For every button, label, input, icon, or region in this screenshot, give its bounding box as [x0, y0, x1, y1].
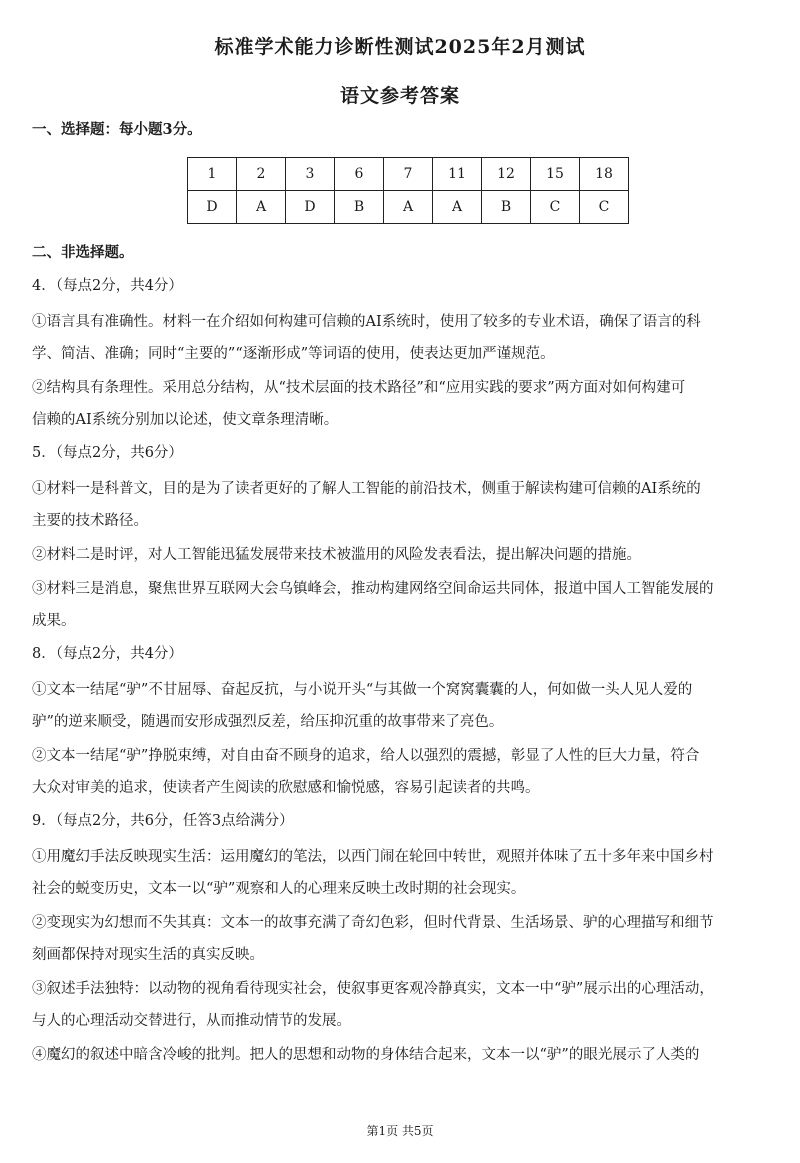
- question-number-cell: 15: [531, 158, 580, 191]
- answer-cell: D: [188, 191, 237, 224]
- answer-text-line: 刻画都保持对现实生活的真实反映。: [32, 947, 264, 963]
- answer-text-line: ③叙述手法独特：以动物的视角看待现实社会，使叙事更客观冷静真实，文本一中“驴”展示出的心理活动，: [32, 981, 714, 997]
- answer-text-line: 与人的心理活动交替进行，从而推动情节的发展。: [32, 1013, 351, 1029]
- question-number-row: [188, 158, 629, 191]
- answer-cell: D: [286, 191, 335, 224]
- document-subtitle: 语文参考答案: [339, 85, 460, 107]
- section-1-heading: 一、选择题：每小题3分。: [32, 121, 202, 138]
- answer-text-line: 学、简洁、准确；同时“主要的”“逐渐形成”等词语的使用，使表达更加严谨规范。: [32, 346, 555, 362]
- answer-cell: A: [433, 191, 482, 224]
- answer-text-line: ②文本一结尾“驴”挣脱束缚，对自由奋不顾身的追求，给人以强烈的震撼，彰显了人性的巨大力量，符合: [32, 748, 700, 764]
- answer-text-line: ③材料三是消息，聚焦世界互联网大会乌镇峰会，推动构建网络空间命运共同体，报道中国人工智能发展的: [32, 581, 714, 597]
- answer-cell: B: [482, 191, 531, 224]
- question-number-cell: 3: [286, 158, 335, 191]
- answer-cell: A: [384, 191, 433, 224]
- question-number-cell: 7: [384, 158, 433, 191]
- question-8-header: 8．（每点2分，共4分）: [32, 646, 183, 662]
- question-number-cell: 12: [482, 158, 531, 191]
- answer-cell: B: [335, 191, 384, 224]
- answer-text-line: ①文本一结尾“驴”不甘屈辱、奋起反抗，与小说开头“与其做一个窝窝囊囊的人，何如做一头人见人爱的: [32, 682, 693, 698]
- answer-text-line: ①用魔幻手法反映现实生活：运用魔幻的笔法，以西门闹在轮回中转世，观照并体味了五十多年来中国乡村: [32, 849, 714, 865]
- answer-text-line: 成果。: [32, 613, 76, 629]
- answer-text-line: 信赖的AI系统分别加以论述，使文章条理清晰。: [32, 412, 339, 428]
- question-number-cell: 1: [188, 158, 237, 191]
- question-5-header: 5．（每点2分，共6分）: [32, 445, 183, 461]
- page-number-footer: 第1页 共5页: [366, 1124, 434, 1138]
- document-title: 标准学术能力诊断性测试2025年2月测试: [214, 36, 586, 58]
- question-9-header: 9．（每点2分，共6分，任答3点给满分）: [32, 813, 294, 829]
- answer-cell: C: [531, 191, 580, 224]
- answer-text-line: ②变现实为幻想而不失其真：文本一的故事充满了奇幻色彩，但时代背景、生活场景、驴的心理描写和细节: [32, 915, 714, 931]
- section-2-heading: 二、非选择题。: [32, 244, 134, 261]
- question-number-cell: 2: [237, 158, 286, 191]
- answer-text-line: ④魔幻的叙述中暗含冷峻的批判。把人的思想和动物的身体结合起来，文本一以“驴”的眼光展示了人类的: [32, 1047, 700, 1063]
- answer-text-line: 驴”的逆来顺受，随遇而安形成强烈反差，给压抑沉重的故事带来了亮色。: [32, 714, 504, 730]
- answer-cell: C: [580, 191, 629, 224]
- question-number-cell: 6: [335, 158, 384, 191]
- answer-text-line: 社会的蜕变历史，文本一以“驴”观察和人的心理来反映土改时期的社会现实。: [32, 881, 526, 897]
- answer-text-line: ②结构具有条理性。采用总分结构，从“技术层面的技术路径”和“应用实践的要求”两方面对如何构建可: [32, 380, 686, 396]
- question-number-cell: 11: [433, 158, 482, 191]
- answer-table: [187, 157, 629, 224]
- answer-text-line: ①材料一是科普文，目的是为了读者更好的了解人工智能的前沿技术，侧重于解读构建可信赖的AI系统的: [32, 481, 701, 497]
- question-number-cell: 18: [580, 158, 629, 191]
- answer-text-line: 大众对审美的追求，使读者产生阅读的欣慰感和愉悦感，容易引起读者的共鸣。: [32, 780, 540, 796]
- question-4-header: 4．（每点2分，共4分）: [32, 278, 183, 294]
- answer-text-line: ②材料二是时评，对人工智能迅猛发展带来技术被滥用的风险发表看法，提出解决问题的措施。: [32, 547, 641, 563]
- answer-row: [188, 191, 629, 224]
- answer-text-line: ①语言具有准确性。材料一在介绍如何构建可信赖的AI系统时，使用了较多的专业术语，确保了语言的科: [32, 314, 701, 330]
- answer-cell: A: [237, 191, 286, 224]
- answer-text-line: 主要的技术路径。: [32, 513, 148, 529]
